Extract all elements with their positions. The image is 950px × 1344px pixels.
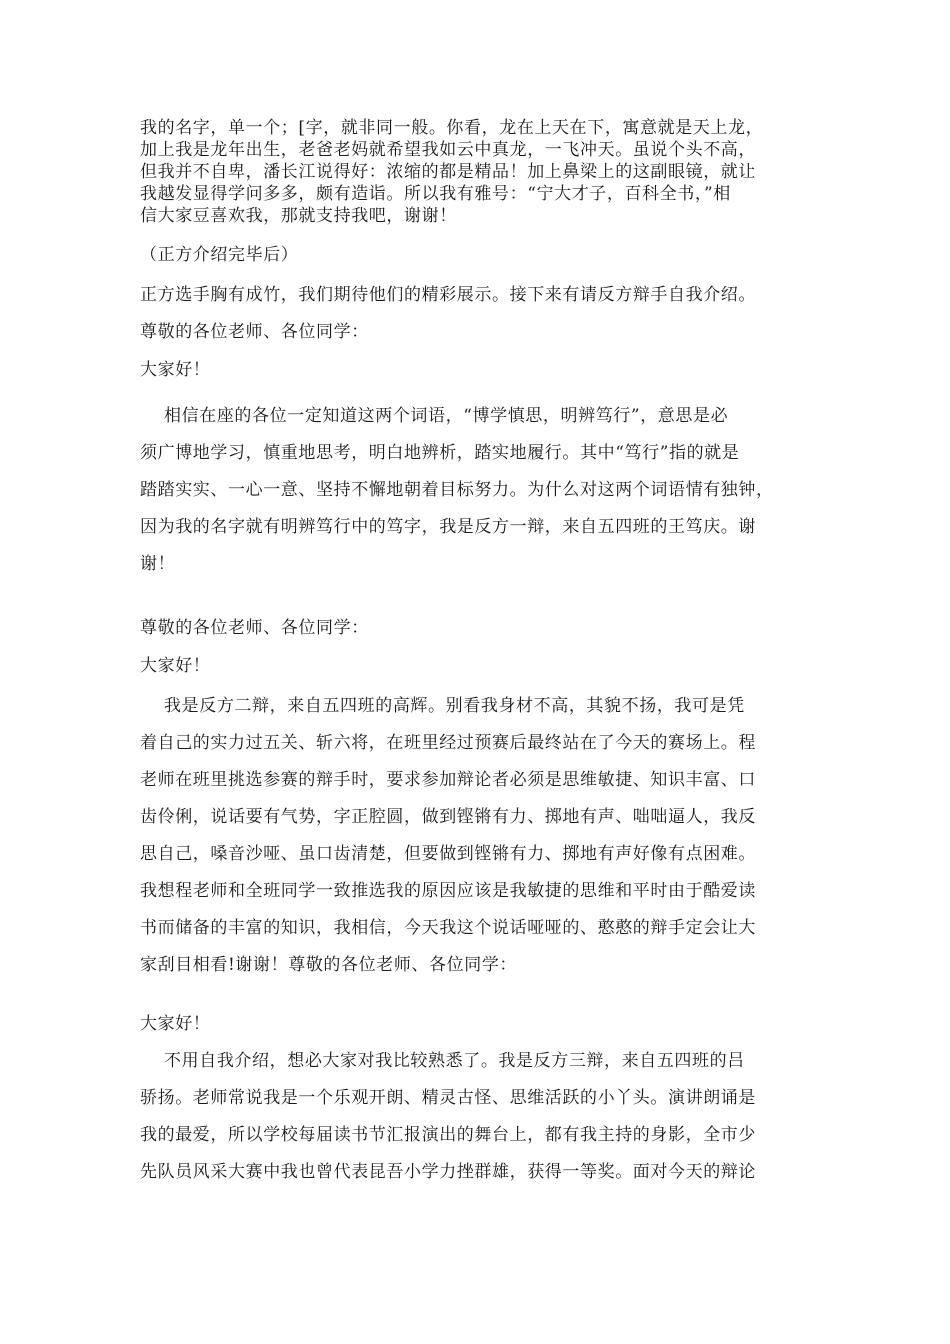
stage-note: （正方介绍完毕后） bbox=[140, 245, 299, 265]
greeting-line: 尊敬的各位老师、各位同学： bbox=[140, 322, 369, 342]
hello-line: 大家好！ bbox=[140, 1014, 211, 1034]
paragraph-third-debater: 不用自我介绍，想必大家对我比较熟悉了。我是反方三辩，来自五四班的吕 骄扬。老师常说我是一个乐观开朗、精灵古怪、思维活跃的小丫头。演讲朗诵是 我的最爱，所以学校每届读书节汇报演出的舞台上，都有我主持的身影，全市少 先队员风采大赛中我也曾代表昆吾小学力挫群雄，获得一等奖。面对今天的辩论 bbox=[140, 1051, 756, 1182]
greeting-line: 尊敬的各位老师、各位同学： bbox=[140, 618, 369, 638]
host-transition: 正方选手胸有成竹，我们期待他们的精彩展示。接下来有请反方辩手自我介绍。 bbox=[140, 285, 756, 305]
paragraph-intro-positive: 我的名字，单一个；[字，就非同一般。你看，龙在上天在下，寓意就是天上龙， 加上我是龙年出生，老爸老妈就希望我如云中真龙，一飞冲天。虽说个头不高， 但我并不自卑，潘长江说得好：浓缩的都是精品！加上鼻梁上的这副眼镜，就让 我越发显得学问多多，颇有造诣。所以我有雅号：“宁大才子，百科全书，”相 信大家豆喜欢我，那就支持我吧，谢谢！ bbox=[140, 118, 764, 226]
paragraph-first-debater: 相信在座的各位一定知道这两个词语，“博学慎思，明辨笃行”，意思是必 须广博地学习，慎重地思考，明白地辨析，踏实地履行。其中“笃行”指的就是 踏踏实实、一心一意、坚持不懈地朝着目标努力。为什么对这两个词语情有独钟， 因为我的名字就有明辨笃行中的笃字，我是反方一辩，来自五四班的王笃庆。谢 谢！ bbox=[140, 406, 774, 574]
hello-line: 大家好！ bbox=[140, 360, 211, 380]
paragraph-second-debater: 我是反方二辩，来自五四班的高辉。别看我身材不高，其貌不扬，我可是凭 着自己的实力过五关、斩六将，在班里经过预赛后最终站在了今天的赛场上。程 老师在班里挑选参赛的辩手时，要求参加辩论者必须是思维敏捷、知识丰富、口 齿伶俐，说话要有气势，字正腔圆，做到铿锵有力、掷地有声、咄咄逼人，我反 思自己，嗓音沙哑、虽口齿清楚，但要做到铿锵有力、掷地有声好像有点困难。 我想程老师和全班同学一致推选我的原因应该是我敏捷的思维和平时由于酷爱读 书而储备的丰富的知识，我相信，今天我这个说话哑哑的、憨憨的辩手定会让大 家刮目相看!谢谢！尊敬的各位老师、各位同学： bbox=[140, 696, 756, 975]
hello-line: 大家好！ bbox=[140, 656, 211, 676]
